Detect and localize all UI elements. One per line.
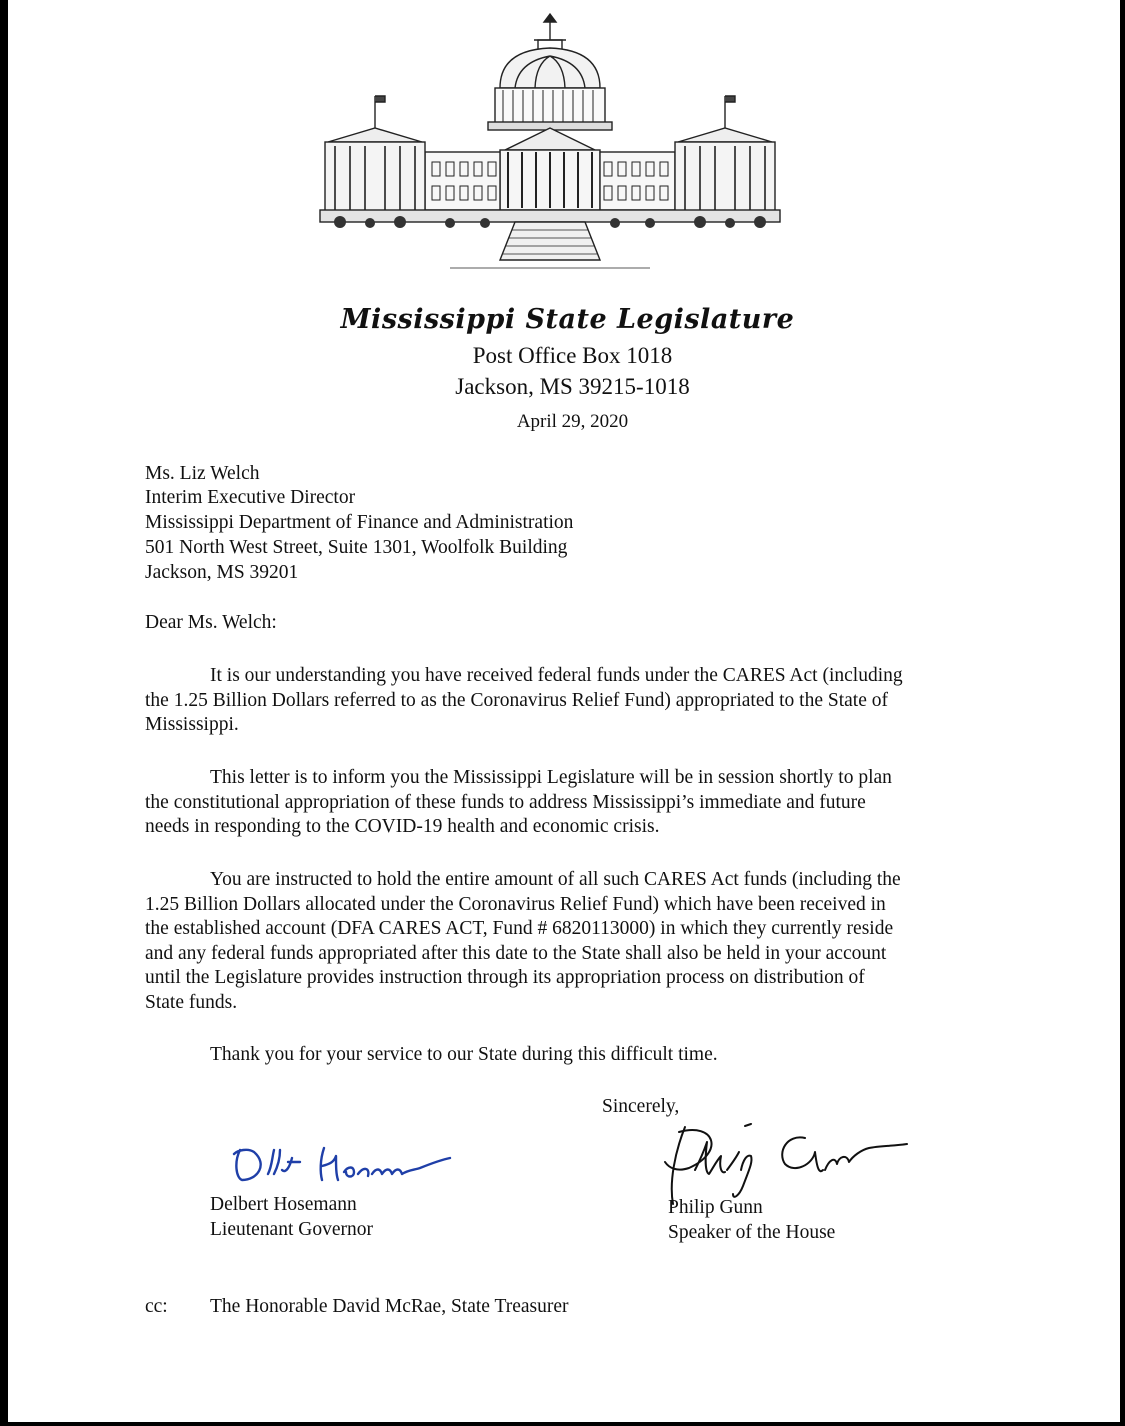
signer-1-title: Lieutenant Governor xyxy=(210,1219,373,1240)
signature-hosemann xyxy=(228,1140,468,1190)
body-paragraph-2 xyxy=(145,766,995,840)
salutation: Dear Ms. Welch: xyxy=(145,612,277,633)
paragraph-line: It is our understanding you have received federal funds under the CARES Act (including xyxy=(210,665,903,686)
scan-border-left xyxy=(0,0,8,1426)
body-paragraph-1 xyxy=(145,664,995,738)
paragraph-line: and any federal funds appropriated after this date to the State shall also be held in your account xyxy=(145,942,887,964)
paragraph-line: State funds. xyxy=(145,991,238,1013)
scan-border-right xyxy=(1120,0,1125,1426)
paragraph-line: needs in responding to the COVID-19 health and economic crisis. xyxy=(145,816,660,837)
letterhead xyxy=(0,300,1125,438)
paragraph-line: the established account (DFA CARES ACT, Fund # 6820113000) in which they currently reside xyxy=(145,918,894,939)
paragraph-line: the 1.25 Billion Dollars referred to as the Coronavirus Relief Fund) appropriated to the State of xyxy=(145,689,888,711)
letterhead-title: Mississippi State Legislature xyxy=(340,304,795,335)
recipient-street: 501 North West Street, Suite 1301, Woolfolk Building xyxy=(145,537,568,558)
closing: Sincerely, xyxy=(602,1096,680,1117)
letterhead-address-line1: Post Office Box 1018 xyxy=(472,343,673,368)
letter-date: April 29, 2020 xyxy=(516,411,629,432)
recipient-title: Interim Executive Director xyxy=(145,487,356,508)
scan-border-bottom xyxy=(0,1422,1125,1426)
recipient-city: Jackson, MS 39201 xyxy=(145,562,299,583)
signer-1-name: Delbert Hosemann xyxy=(210,1194,357,1215)
paragraph-line: You are instructed to hold the entire amount of all such CARES Act funds (including the xyxy=(210,869,901,890)
letterhead-address-line2: Jackson, MS 39215-1018 xyxy=(455,374,690,399)
capitol-building-illustration xyxy=(300,10,800,275)
paragraph-line: the constitutional appropriation of these funds to address Mississippi’s immediate and future xyxy=(145,791,866,813)
body-paragraph-3 xyxy=(145,868,995,1015)
paragraph-line: 1.25 Billion Dollars allocated under the Coronavirus Relief Fund) which have been received in xyxy=(145,893,886,915)
signer-2-name: Philip Gunn xyxy=(668,1197,763,1218)
body-paragraph-4 xyxy=(145,1043,995,1068)
paragraph-line: Mississippi. xyxy=(145,714,239,735)
cc-recipient: The Honorable David McRae, State Treasurer xyxy=(210,1296,569,1317)
paragraph-line: until the Legislature provides instruction through its appropriation process on distribution of xyxy=(145,967,865,988)
paragraph-line: Thank you for your service to our State during this difficult time. xyxy=(210,1044,718,1065)
paragraph-line: This letter is to inform you the Mississippi Legislature will be in session shortly to plan xyxy=(210,767,892,788)
recipient-name: Ms. Liz Welch xyxy=(145,463,260,484)
cc-label: cc: xyxy=(145,1296,168,1317)
recipient-organization: Mississippi Department of Finance and Administration xyxy=(145,512,574,533)
signer-2-title: Speaker of the House xyxy=(668,1222,836,1243)
